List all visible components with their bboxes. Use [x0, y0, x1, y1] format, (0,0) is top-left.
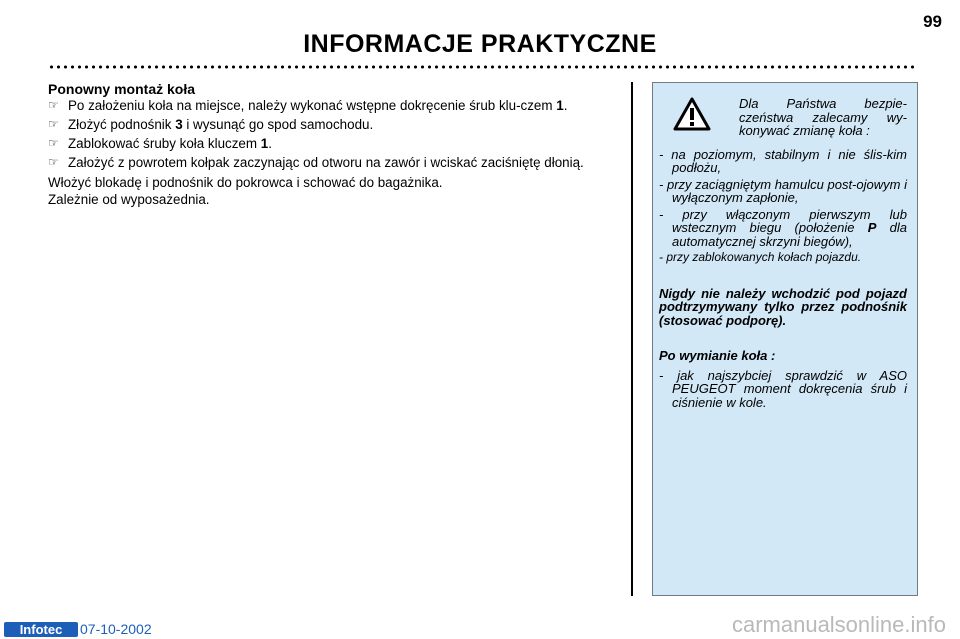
- step-item: [48, 98, 614, 113]
- pointing-hand-icon: ☞: [48, 155, 59, 169]
- warning-intro: Dla Państwa bezpie-czeństwa zalecamy wy-konywać zmianę koła :: [739, 96, 907, 138]
- step-item: [48, 136, 614, 151]
- step-text: Zablokować śruby koła kluczem 1.: [68, 136, 272, 151]
- after-change-item: - jak najszybciej sprawdzić w ASO PEUGEOT moment dokręcenia śrub i ciśnienie w kole.: [659, 367, 907, 410]
- pointing-hand-icon: ☞: [48, 98, 59, 112]
- warning-item: - przy włączonym pierwszym lub wstecznym biegu (położenie P dla automatycznej skrzyni biegów),: [659, 206, 907, 249]
- page-number: 99: [923, 12, 942, 31]
- step-item: [48, 117, 614, 132]
- footer-date: 07-10-2002: [80, 621, 152, 637]
- step-text: Złożyć podnośnik 3 i wysunąć go spod samochodu.: [68, 117, 374, 132]
- page-title: INFORMACJE PRAKTYCZNE: [303, 30, 657, 58]
- watermark: carmanualsonline.info: [731, 612, 946, 637]
- warning-item: - przy zaciągniętym hamulcu post-ojowym i wyłączonym zapłonie,: [659, 176, 907, 205]
- warning-triangle-icon: [659, 97, 729, 138]
- warning-item: - przy zablokowanych kołach pojazdu.: [659, 250, 862, 264]
- pointing-hand-icon: ☞: [48, 117, 59, 131]
- warning-item: - na poziomym, stabilnym i nie ślis-kim podłożu,: [659, 146, 907, 175]
- warning-header: [659, 97, 907, 138]
- safety-warning-box: [652, 82, 918, 596]
- step-text: Po założeniu koła na miejsce, należy wykonać wstępne dokręcenie śrub klu-czem 1.: [68, 98, 568, 113]
- after-change-heading: Po wymianie koła :: [659, 348, 776, 363]
- main-column: [48, 82, 614, 209]
- warning-bold-note: Nigdy nie należy wchodzić pod pojazd podtrzymywany tylko przez podnośnik (stosować podporę).: [659, 285, 907, 328]
- step-item: [48, 155, 614, 170]
- infotec-logo: Infotec: [4, 622, 78, 637]
- pointing-hand-icon: ☞: [48, 136, 59, 150]
- section-heading: Ponowny montaż koła: [48, 81, 196, 97]
- body-paragraph: Włożyć blokadę i podnośnik do pokrowca i schować do bagażnika.: [48, 175, 443, 190]
- equipment-note: Zależnie od wyposażednia.: [48, 192, 210, 207]
- column-divider: [631, 82, 633, 596]
- step-text: Założyć z powrotem kołpak zaczynając od otworu na zawór i wciskać zaciśniętę dłonią.: [68, 155, 584, 170]
- dotted-rule: [48, 64, 916, 70]
